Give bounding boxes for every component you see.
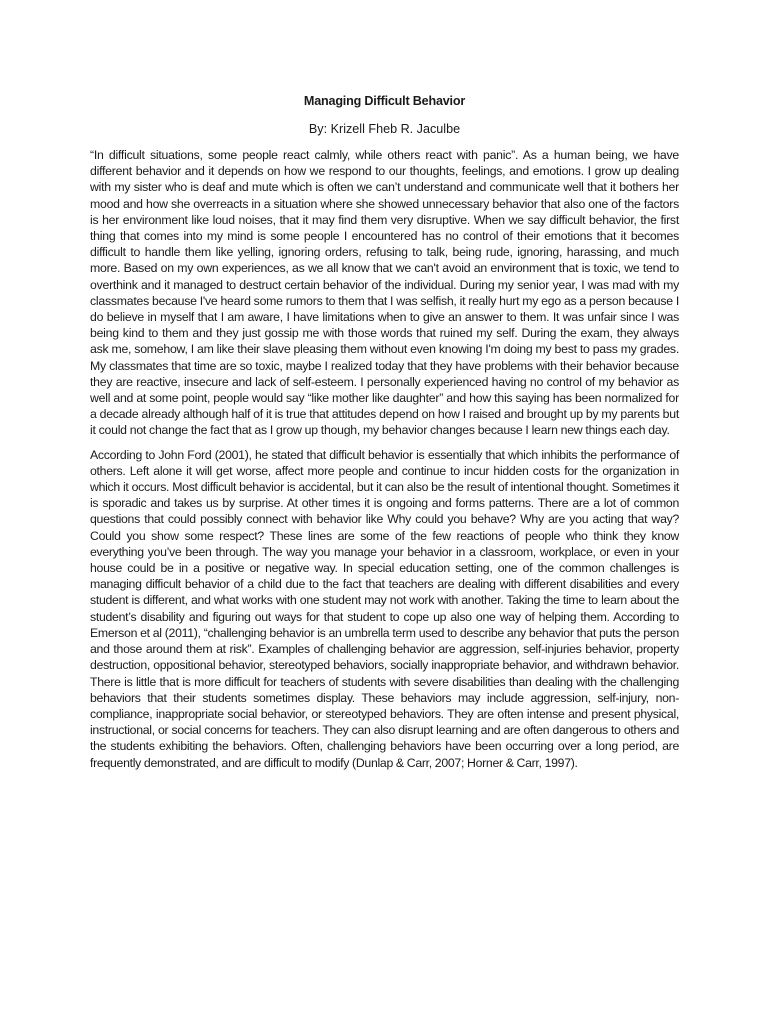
- document-author: By: Krizell Fheb R. Jaculbe: [308, 122, 461, 136]
- paragraph-personal-experience: “In difficult situations, some people react calmly, while others react with panic”. As a human being, we have different behavior and it depends on how we respond to our thoughts, feelings, and emotions. I grow up dealing with my sister who is deaf and mute which is often we can’t understand and communicate well that it bothers her mood and how she overreacts in a situation where she showed unnecessary behavior that also one of the factors is her environment like loud noises, that it may find them very disruptive. When we say difficult behavior, the first thing that comes into my mind is some people I encountered has no control of their emotions that it becomes difficult to handle them like yelling, ignoring orders, refusing to talk, being rude, ignoring, harassing, and much more. Based on my own experiences, as we all know that we can't avoid an environment that is toxic, we tend to overthink and it managed to destruct certain behavior of the individual. During my senior year, I was mad with my classmates because I've heard some rumors to them that I was selfish, it really hurt my ego as a person because I do believe in myself that I am aware, I have limitations when to give an answer to them. It was unfair since I was being kind to them and they just gossip me with those words that ruined my self. During the exam, they always ask me, somehow, I am like their slave pleasing them without even knowing I'm doing my best to pass my grades. My classmates that time are so toxic, maybe I realized today that they have problems with their behavior because they are reactive, insecure and lack of self-esteem. I personally experienced having no control of my behavior as well and at some point, people would say “like mother like daughter” and how this saying has been normalized for a decade already although half of it is true that attitudes depend on how I raised and brought up by my parents but it could not change the fact that as I grow up though, my behavior changes because I learn new things each day.: [90, 148, 679, 438]
- document-title: Managing Difficult Behavior: [303, 94, 466, 108]
- document-body: [90, 93, 679, 779]
- paragraph-literature-review: According to John Ford (2001), he stated that difficult behavior is essentially that which inhibits the performance of others. Left alone it will get worse, affect more people and continue to incur hidden costs for the organization in which it occurs. Most difficult behavior is accidental, but it can also be the result of intentional thought. Sometimes it is sporadic and takes us by surprise. At other times it is ongoing and forms patterns. There are a lot of common questions that could possibly connect with behavior like Why could you behave? Why are you acting that way? Could you show some respect? These lines are some of the few reactions of people who think they know everything you’ve been through. The way you manage your behavior in a classroom, workplace, or even in your house could be in a positive or negative way. In special education setting, one of the common challenges is managing difficult behavior of a child due to the fact that teachers are dealing with different disabilities and every student is different, and what works with one student may not work with another. Taking the time to learn about the student’s disability and figuring out ways for that student to cope up also one way of helping them. According to Emerson et al (2011), “challenging behavior is an umbrella term used to describe any behavior that puts the person and those around them at risk”. Examples of challenging behavior are aggression, self-injuries behavior, property destruction, oppositional behavior, stereotyped behaviors, socially inappropriate behavior, and withdrawn behavior. There is little that is more difficult for teachers of students with severe disabilities than dealing with the challenging behaviors that their students sometimes display. These behaviors may include aggression, self-injury, non-compliance, inappropriate social behavior, or stereotyped behaviors. They are often intense and present physical, instructional, or social concerns for teachers. They can also disrupt learning and are often dangerous to others and the students exhibiting the behaviors. Often, challenging behaviors have been occurring over a long period, are frequently demonstrated, and are difficult to modify (Dunlap & Carr, 2007; Horner & Carr, 1997).: [90, 447, 679, 770]
